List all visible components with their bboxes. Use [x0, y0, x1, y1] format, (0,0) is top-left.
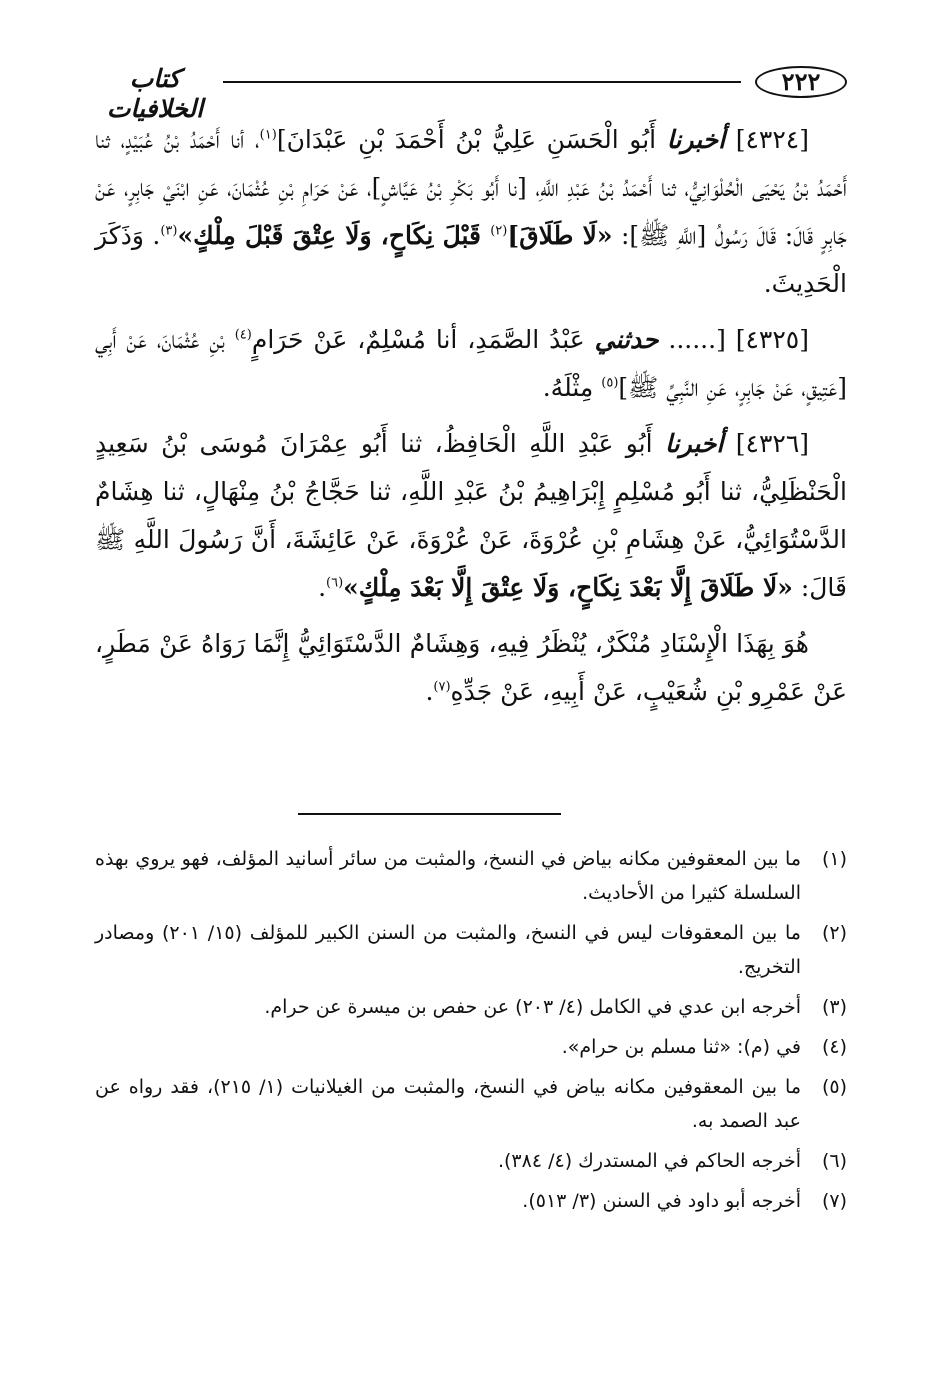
footnote-ref: (٣) [160, 223, 178, 239]
hadith-text: ، أنا أَحْمَدُ بْنُ عُبَيْدٍ، ثنا أَحْمَدُ بْنُ يَحْيَى الْحُلْوَانِيُّ، ثنا أَحْمَدُ بْنُ عَبْدِ اللَّهِ، [نا أَبُو بَكْرِ بْنُ عَيَّاشٍ]، عَنْ حَرَامِ بْنِ عُثْمَانَ، عَنِ ابْنَيْ جَابِرٍ، عَنْ جَابِرٍ قَالَ: قَالَ رَسُولُ [اللَّهِ ﷺ]: [95, 125, 847, 250]
hadith-text: بْنِ عُثْمَانَ، عَنْ أَبِي [عَتِيقٍ، عَنْ جَابِرٍ، عَنِ النَّبِيِّ ﷺ] [95, 325, 847, 402]
header-rule [223, 81, 741, 83]
footnote-marker: (٧) [821, 1190, 847, 1212]
hadith-text: . [318, 573, 327, 602]
missing-text-bracket: [...... [668, 325, 726, 354]
hadith-4326 [95, 420, 847, 612]
footnote-ref: (٢) [490, 223, 508, 239]
narration-source-word: حدثني [594, 325, 659, 354]
footnote-item [95, 842, 847, 910]
footnote-item [95, 1030, 847, 1064]
hadith-text: مِثْلَهُ. [542, 373, 602, 402]
footnote-marker: (٤) [821, 1036, 847, 1058]
footnote-item [95, 916, 847, 984]
footnote-ref: (٧) [433, 679, 451, 695]
footnote-text: أخرجه ابن عدي في الكامل (٤/ ٢٠٣) عن حفص بن ميسرة عن حرام. [264, 996, 801, 1018]
book-title: كتاب الخلافيات [106, 64, 204, 123]
footnote-ref: (٤) [234, 327, 252, 343]
footnote-item [95, 990, 847, 1024]
footnote-item [95, 1070, 847, 1138]
footnote-ref: (٦) [326, 575, 344, 591]
footnote-item [95, 1144, 847, 1178]
footnote-ref: (٥) [601, 375, 619, 391]
footnote-separator [298, 813, 561, 815]
hadith-text: . وَذَكَرَ الْحَدِيثَ. [95, 221, 847, 298]
comment-text: . [425, 677, 434, 706]
hadith-number: [٤٣٢٥] [735, 325, 809, 354]
footnote-text: في (م): «ثنا مسلم بن حرام». [561, 1036, 801, 1058]
narration-source-word: أخبرنا [665, 429, 724, 458]
page-number: ٢٢٢ [755, 66, 847, 98]
hadith-quote: قَبْلَ نِكَاحٍ، وَلَا عِتْقَ قَبْلَ مِلْكٍ» [177, 221, 491, 250]
hadith-text: عَبْدُ الصَّمَدِ، أنا مُسْلِمٌ، عَنْ حَرَامٍ [251, 325, 595, 354]
footnote-marker: (٣) [821, 996, 847, 1018]
footnote-marker: (٥) [821, 1076, 847, 1098]
page-number-badge [755, 66, 847, 98]
footnote-item [95, 1184, 847, 1218]
hadith-4325 [95, 316, 847, 412]
author-comment [95, 620, 847, 716]
hadith-4324 [95, 116, 847, 308]
narration-source-word: أخبرنا [666, 125, 726, 154]
hadith-number: [٤٣٢٦] [735, 429, 810, 458]
hadith-quote: «لَا طَلَاقَ إِلَّا بَعْدَ نِكَاحٍ، وَلَا عِتْقَ إِلَّا بَعْدَ مِلْكٍ» [343, 573, 793, 602]
hadith-number: [٤٣٢٤] [735, 125, 809, 154]
footnote-marker: (٦) [821, 1150, 847, 1172]
footnote-text: أخرجه الحاكم في المستدرك (٤/ ٣٨٤). [497, 1150, 801, 1172]
hadith-text: أَبُو الْحَسَنِ عَلِيُّ بْنُ أَحْمَدَ بْنِ عَبْدَانَ] [276, 125, 667, 154]
page-header [95, 62, 847, 123]
footnotes [95, 842, 847, 1224]
footnote-text: ما بين المعقوفين مكانه بياض في النسخ، والمثبت من سائر أسانيد المؤلف، فهو يروي بهذه السلسلة كثيرا من الأحاديث. [95, 848, 801, 904]
hadith-quote: «لَا طَلَاقَ] [507, 221, 613, 250]
footnote-marker: (١) [821, 848, 847, 870]
hadith-text: أَبُو عَبْدِ اللَّهِ الْحَافِظُ، ثنا أَبُو عِمْرَانَ مُوسَى بْنُ سَعِيدٍ الْحَنْظَلِيُّ، ثنا أَبُو مُسْلِمٍ إِبْرَاهِيمُ بْنُ عَبْدِ اللَّهِ، ثنا حَجَّاجُ بْنُ مِنْهَالٍ، ثنا هِشَامٌ الدَّسْتُوَائِيُّ، عَنْ هِشَامِ بْنِ عُرْوَةَ، عَنْ عُرْوَةَ، عَنْ عَائِشَةَ، أَنَّ رَسُولَ اللَّهِ ﷺ قَالَ: [95, 429, 847, 602]
footnote-marker: (٢) [821, 922, 847, 944]
footnote-text: أخرجه أبو داود في السنن (٣/ ٥١٣). [522, 1190, 801, 1212]
footnote-ref: (١) [259, 127, 277, 143]
comment-text: هُوَ بِهَذَا الْإِسْنَادِ مُنْكَرٌ، يُنْظَرُ فِيهِ، وَهِشَامٌ الدَّسْتَوَائِيُّ إِنَّمَا رَوَاهُ عَنْ مَطَرٍ، عَنْ عَمْرِو بْنِ شُعَيْبٍ، عَنْ أَبِيهِ، عَنْ جَدِّهِ [95, 629, 847, 706]
footnote-text: ما بين المعقوفات ليس في النسخ، والمثبت من السنن الكبير للمؤلف (١٥/ ٢٠١) ومصادر التخريج. [95, 922, 801, 978]
main-text [95, 116, 847, 716]
footnote-text: ما بين المعقوفين مكانه بياض في النسخ، والمثبت من الغيلانيات (١/ ٢١٥)، فقد رواه عن عبد الصمد به. [95, 1076, 801, 1132]
